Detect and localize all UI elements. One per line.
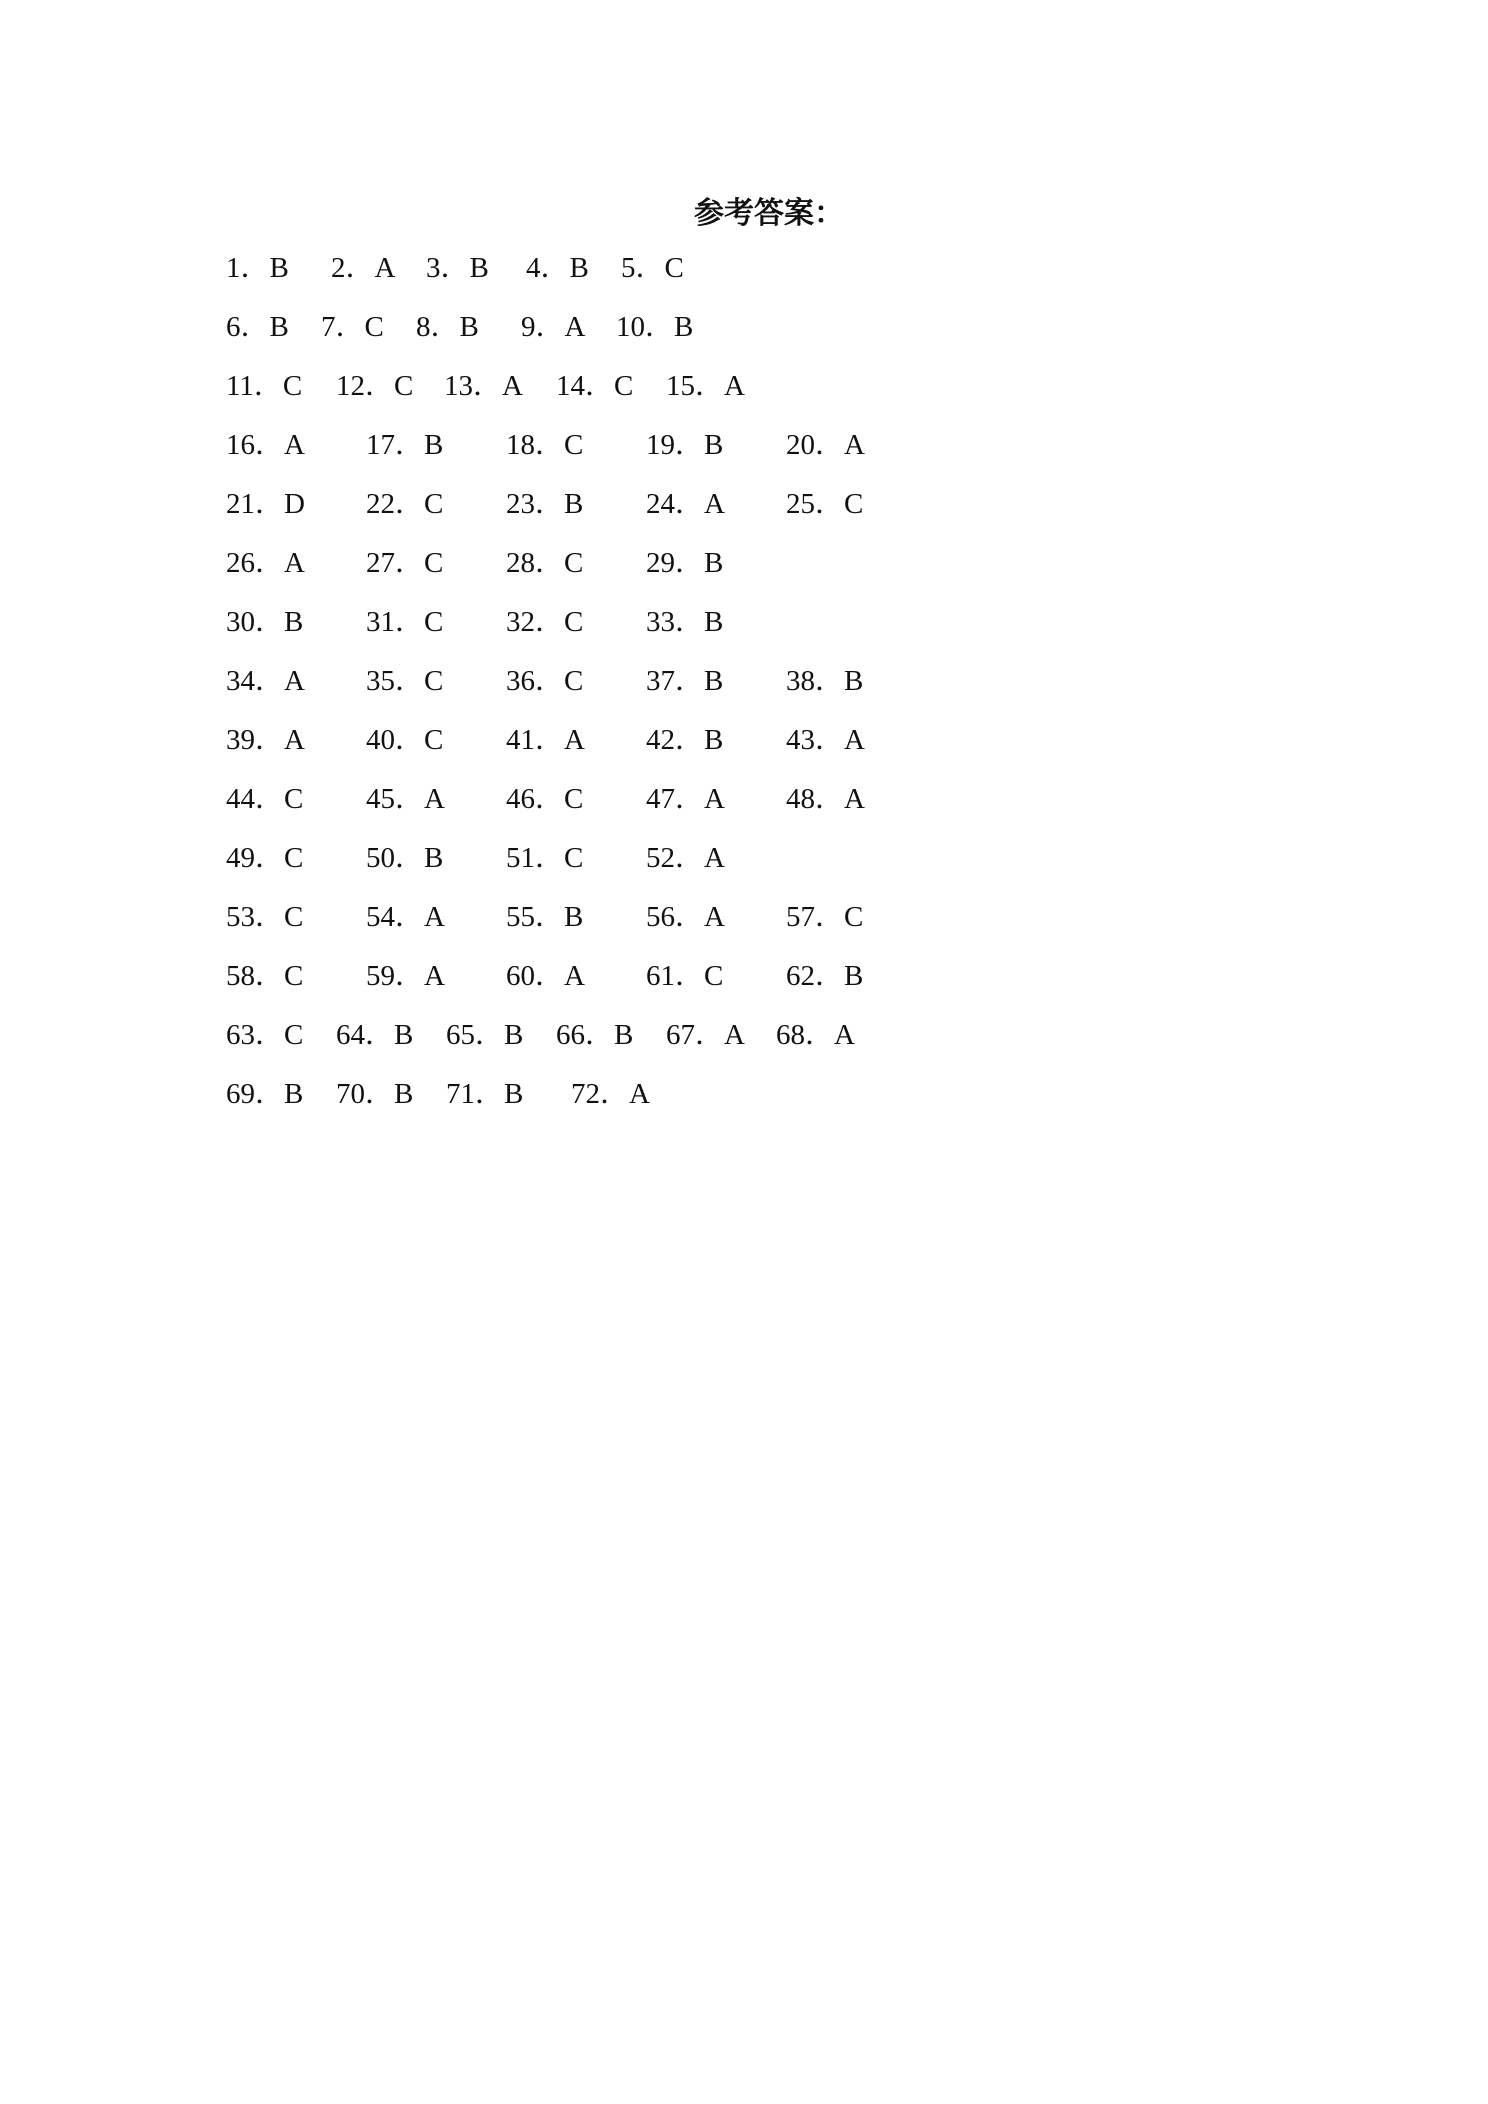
answer-item: 55．B — [506, 901, 584, 933]
answer-item: 32．C — [506, 606, 584, 638]
answer-item: 72．A — [571, 1078, 650, 1110]
answer-item: 19．B — [646, 429, 724, 461]
answer-item: 62．B — [786, 960, 864, 992]
answer-item: 2．A — [331, 252, 396, 284]
answer-item: 9．A — [521, 311, 586, 343]
answer-item: 58．C — [226, 960, 304, 992]
answer-item: 46．C — [506, 783, 584, 815]
answer-item: 53．C — [226, 901, 304, 933]
answer-item: 43．A — [786, 724, 865, 756]
answer-item: 25．C — [786, 488, 864, 520]
answer-item: 12．C — [336, 370, 414, 402]
answer-item: 52．A — [646, 842, 725, 874]
answer-item: 57．C — [786, 901, 864, 933]
answer-item: 15．A — [666, 370, 745, 402]
answer-item: 67．A — [666, 1019, 745, 1051]
answer-item: 69．B — [226, 1078, 304, 1110]
answer-item: 41．A — [506, 724, 585, 756]
answer-item: 42．B — [646, 724, 724, 756]
answer-item: 50．B — [366, 842, 444, 874]
answer-item: 29．B — [646, 547, 724, 579]
answer-item: 24．A — [646, 488, 725, 520]
answer-item: 13．A — [444, 370, 523, 402]
answer-item: 35．C — [366, 665, 444, 697]
answer-item: 45．A — [366, 783, 445, 815]
answer-item: 31．C — [366, 606, 444, 638]
answer-item: 49．C — [226, 842, 304, 874]
answer-item: 36．C — [506, 665, 584, 697]
answer-item: 4．B — [526, 252, 589, 284]
answer-item: 17．B — [366, 429, 444, 461]
answer-item: 21．D — [226, 488, 305, 520]
answer-item: 70．B — [336, 1078, 414, 1110]
answer-item: 33．B — [646, 606, 724, 638]
answer-item: 14．C — [556, 370, 634, 402]
answer-item: 1．B — [226, 252, 289, 284]
answer-item: 34．A — [226, 665, 305, 697]
answer-item: 71．B — [446, 1078, 524, 1110]
answer-item: 3．B — [426, 252, 489, 284]
answer-item: 59．A — [366, 960, 445, 992]
answer-item: 16．A — [226, 429, 305, 461]
answer-item: 61．C — [646, 960, 724, 992]
answer-item: 27．C — [366, 547, 444, 579]
answer-item: 60．A — [506, 960, 585, 992]
answer-item: 66．B — [556, 1019, 634, 1051]
answer-item: 37．B — [646, 665, 724, 697]
answer-item: 38．B — [786, 665, 864, 697]
answer-item: 65．B — [446, 1019, 524, 1051]
answer-item: 30．B — [226, 606, 304, 638]
answer-item: 23．B — [506, 488, 584, 520]
answer-item: 11．C — [226, 370, 303, 402]
page-title: 参考答案： — [694, 196, 844, 231]
answer-item: 7．C — [321, 311, 384, 343]
answer-item: 10．B — [616, 311, 694, 343]
answer-item: 48．A — [786, 783, 865, 815]
answer-item: 56．A — [646, 901, 725, 933]
answer-item: 22．C — [366, 488, 444, 520]
answer-item: 68．A — [776, 1019, 855, 1051]
answer-item: 26．A — [226, 547, 305, 579]
answer-item: 5．C — [621, 252, 684, 284]
answer-item: 20．A — [786, 429, 865, 461]
answer-item: 54．A — [366, 901, 445, 933]
answer-item: 44．C — [226, 783, 304, 815]
answer-item: 39．A — [226, 724, 305, 756]
answer-item: 51．C — [506, 842, 584, 874]
answer-item: 28．C — [506, 547, 584, 579]
answer-item: 18．C — [506, 429, 584, 461]
answer-item: 64．B — [336, 1019, 414, 1051]
answer-item: 63．C — [226, 1019, 304, 1051]
answer-item: 47．A — [646, 783, 725, 815]
answer-item: 40．C — [366, 724, 444, 756]
answer-item: 8．B — [416, 311, 479, 343]
answer-item: 6．B — [226, 311, 289, 343]
